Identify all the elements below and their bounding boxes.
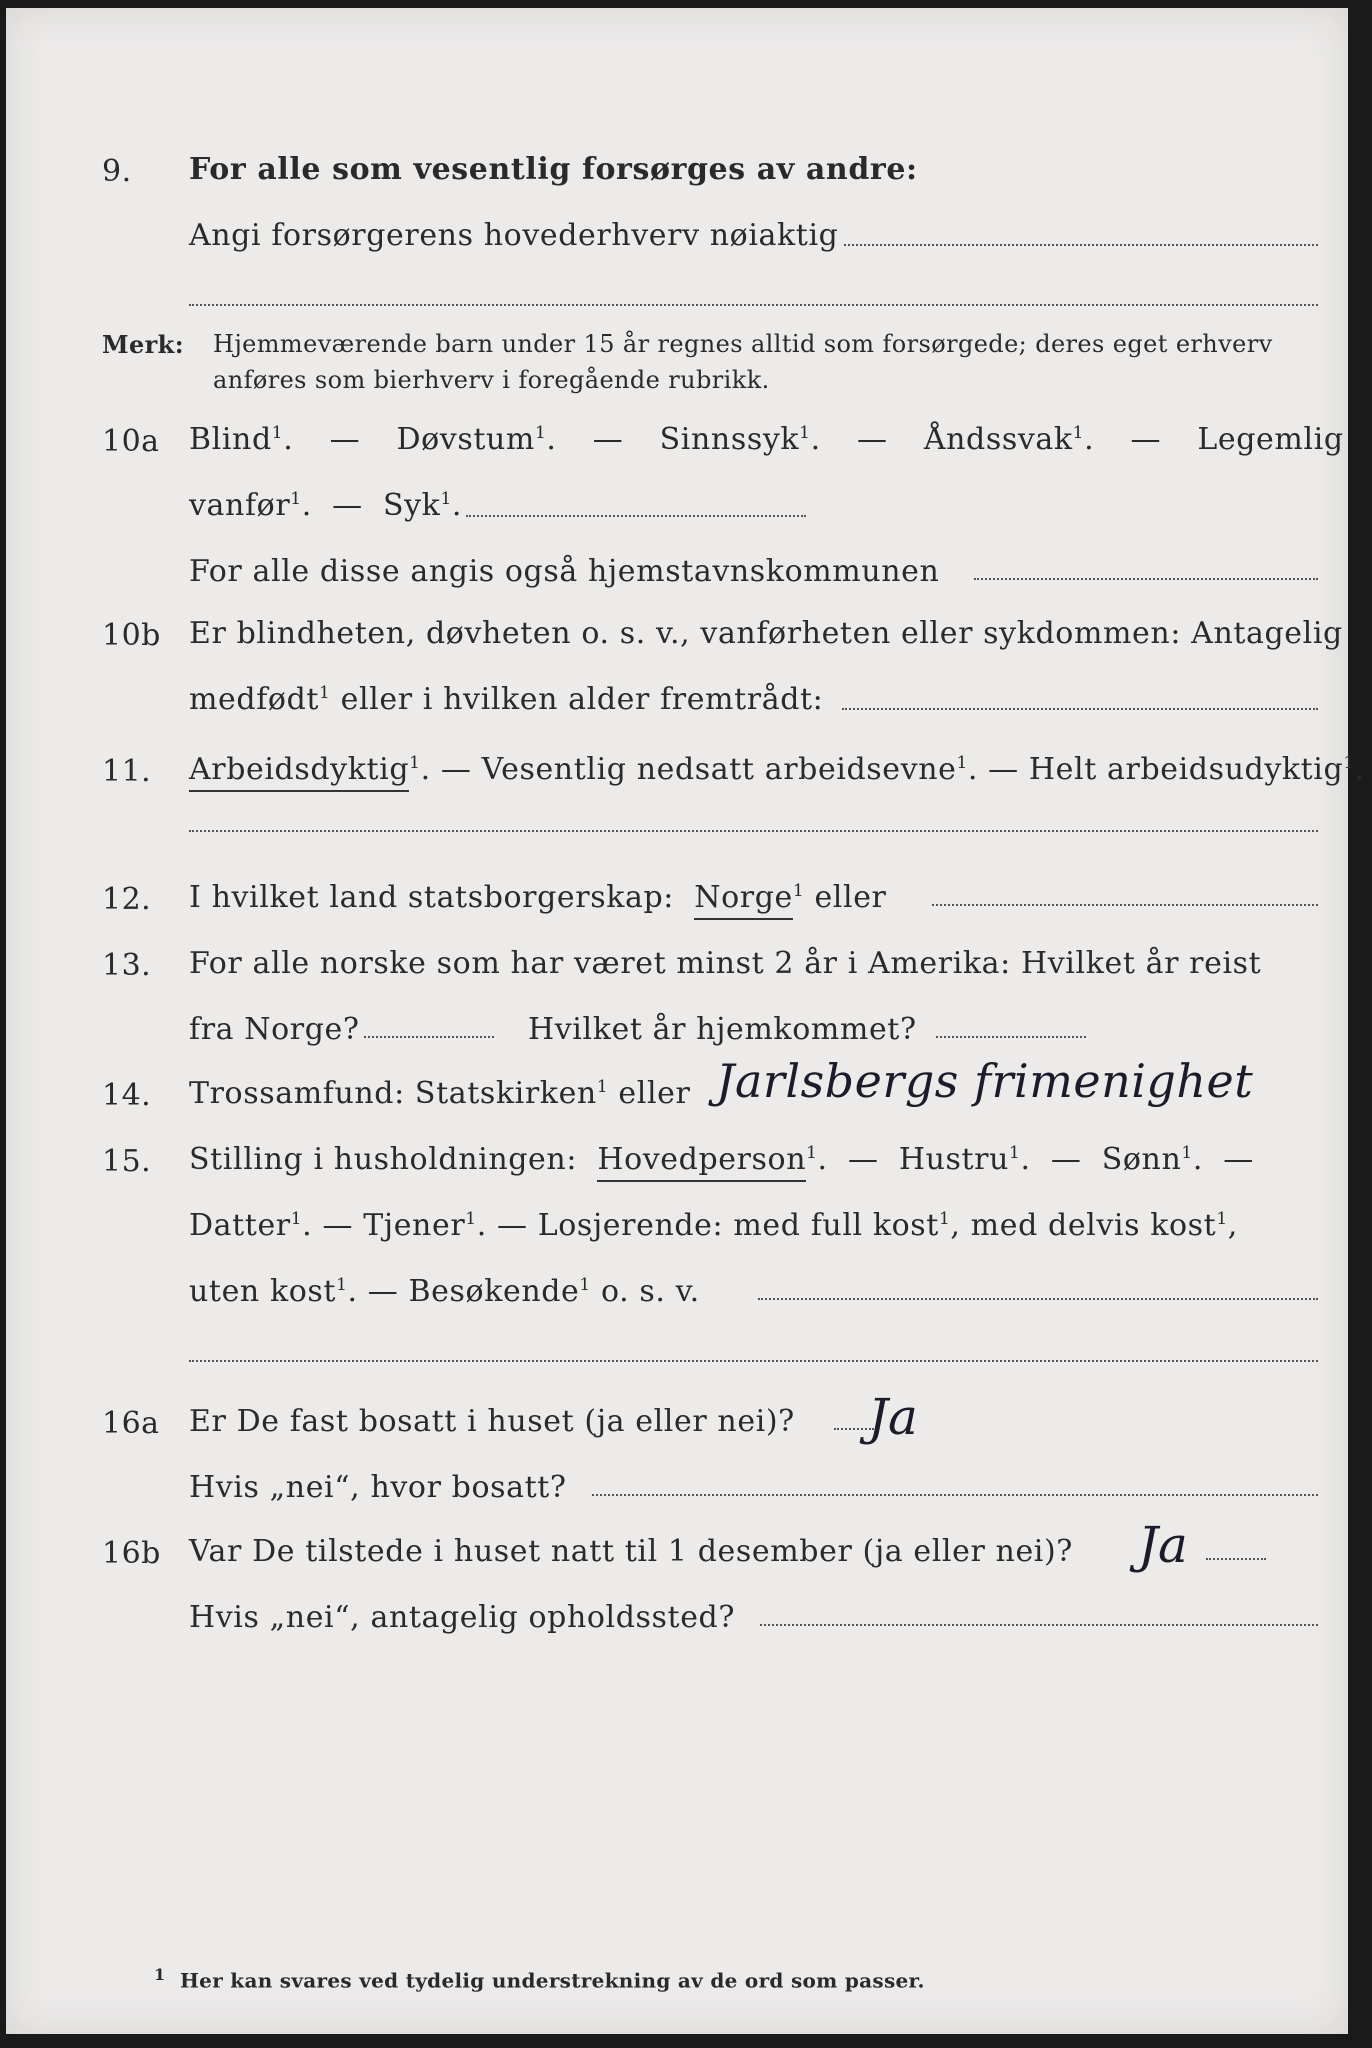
question-10a-answer-line[interactable]: [466, 515, 806, 517]
question-15-line1: Stilling i husholdningen: Hovedperson$^1$. — Hustru$^1$. — Sønn$^1$. —: [189, 1142, 1254, 1177]
option-dovstum[interactable]: Døvstum: [396, 422, 535, 457]
option-norge[interactable]: Norge: [694, 880, 793, 920]
question-13-line1: For alle norske som har været minst 2 år i Amerika: Hvilket år reist: [189, 946, 1262, 981]
footnote: [154, 1965, 925, 1993]
handwritten-16a-answer: Ja: [868, 1388, 918, 1446]
question-11-answer-line[interactable]: [189, 830, 1318, 832]
question-14-number: 14.: [102, 1078, 152, 1113]
question-10a-number: 10a: [102, 424, 160, 459]
option-arbeidsudyktig[interactable]: Helt arbeidsudyktig: [1028, 752, 1344, 787]
question-10a-line3: For alle disse angis også hjemstavnskommunen: [189, 554, 940, 589]
question-10a-line2: vanfør$^1$. — Syk$^1$.: [189, 488, 463, 523]
question-12-line: I hvilket land statsborgerskap: Norge$^1$ eller: [189, 880, 887, 915]
question-15-answer-line-2[interactable]: [189, 1360, 1318, 1362]
merk-line1: Hjemmeværende barn under 15 år regnes alltid som forsørgede; deres eget erhverv: [213, 330, 1273, 358]
hjemkommet-year-answer-line[interactable]: [936, 1036, 1086, 1038]
option-hustru[interactable]: Hustru: [898, 1142, 1010, 1177]
option-delvis-kost[interactable]: med delvis kost: [970, 1208, 1217, 1243]
reist-year-answer-line[interactable]: [364, 1036, 494, 1038]
footnote-text: Her kan svares ved tydelig understrekning av de ord som passer.: [179, 1968, 925, 1993]
question-11-line: Arbeidsdyktig$^1$. — Vesentlig nedsatt arbeidsevne$^1$. — Helt arbeidsudyktig$^1$.: [189, 752, 1365, 787]
question-10b-number: 10b: [102, 618, 161, 653]
option-nedsatt-arbeidsevne[interactable]: Vesentlig nedsatt arbeidsevne: [481, 752, 957, 787]
option-sonn[interactable]: Sønn: [1101, 1142, 1182, 1177]
question-15-number: 15.: [102, 1144, 152, 1179]
question-16a-number: 16a: [102, 1406, 160, 1441]
handwritten-trossamfund-answer: Jarlsbergs frimenighet: [716, 1054, 1254, 1108]
handwritten-16b-answer: Ja: [1138, 1516, 1188, 1574]
option-uten-kost[interactable]: uten kost: [189, 1274, 337, 1309]
option-legemlig[interactable]: Legemlig: [1197, 422, 1344, 457]
question-16a-line1: Er De fast bosatt i huset (ja eller nei)?: [189, 1404, 795, 1439]
question-10b-line1: Er blindheten, døvheten o. s. v., vanførheten eller sykdommen: Antagelig: [189, 616, 1343, 651]
question-10a-line1: Blind$^1$. — Døvstum$^1$. — Sinnssyk$^1$. — Åndssvak$^1$. — Legemlig: [189, 422, 1344, 457]
question-9-line2: Angi forsørgerens hovederhverv nøiaktig: [189, 218, 839, 253]
option-andssvak[interactable]: Åndssvak: [923, 422, 1073, 457]
question-16b-number: 16b: [102, 1536, 161, 1571]
question-16b-line2: Hvis „nei“, antagelig opholdssted?: [189, 1600, 736, 1635]
footnote-mark: 1: [154, 1965, 166, 1984]
option-besokende[interactable]: Besøkende: [408, 1274, 580, 1309]
hjemstavnskommune-answer-line[interactable]: [974, 578, 1318, 580]
option-hovedperson[interactable]: Hovedperson: [597, 1142, 806, 1182]
question-9-answer-line[interactable]: [844, 244, 1318, 246]
question-12-answer-line[interactable]: [932, 904, 1318, 906]
question-15-line2: Datter$^1$. — Tjener$^1$. — Losjerende: med full kost$^1$, med delvis kost$^1$,: [189, 1208, 1238, 1243]
option-tjener[interactable]: Tjener: [363, 1208, 466, 1243]
question-10b-line2: medfødt$^1$ eller i hvilken alder fremtrådt:: [189, 682, 824, 717]
option-blind[interactable]: Blind: [189, 422, 272, 457]
option-vanfor[interactable]: vanfør: [189, 488, 291, 523]
question-12-number: 12.: [102, 882, 152, 917]
question-16a-line2: Hvis „nei“, hvor bosatt?: [189, 1470, 567, 1505]
question-9-line1: For alle som vesentlig forsørges av andre:: [189, 152, 918, 187]
question-16b-line1: Var De tilstede i huset natt til 1 desember (ja eller nei)?: [189, 1534, 1073, 1569]
question-13-number: 13.: [102, 948, 152, 983]
option-arbeidsdyktig[interactable]: Arbeidsdyktig: [189, 752, 409, 792]
census-form-page: [6, 8, 1365, 2034]
question-9-number: 9.: [102, 154, 132, 189]
question-15-line3: uten kost$^1$. — Besøkende$^1$ o. s. v.: [189, 1274, 700, 1309]
opholdssted-answer-line[interactable]: [760, 1624, 1318, 1626]
bosatt-answer-line[interactable]: [592, 1494, 1318, 1496]
question-9-answer-line-2[interactable]: [189, 304, 1318, 306]
option-losjerende-full-kost[interactable]: Losjerende: med full kost: [537, 1208, 939, 1243]
merk-line2: anføres som bierhverv i foregående rubrikk.: [213, 366, 770, 394]
question-13-fra-norge: fra Norge?: [189, 1012, 360, 1047]
merk-label: Merk:: [102, 330, 184, 359]
option-datter[interactable]: Datter: [189, 1208, 291, 1243]
question-14-line: Trossamfund: Statskirken$^1$ eller: [189, 1076, 691, 1111]
option-syk[interactable]: Syk: [382, 488, 441, 523]
question-11-number: 11.: [102, 754, 152, 789]
option-sinnssyk[interactable]: Sinnssyk: [659, 422, 800, 457]
option-medfodt[interactable]: medfødt: [189, 682, 320, 717]
question-15-answer-line[interactable]: [758, 1298, 1318, 1300]
question-16b-answer-line[interactable]: [1206, 1558, 1266, 1560]
question-10b-answer-line[interactable]: [842, 708, 1318, 710]
question-13-hjemkommet: Hvilket år hjemkommet?: [528, 1012, 917, 1047]
